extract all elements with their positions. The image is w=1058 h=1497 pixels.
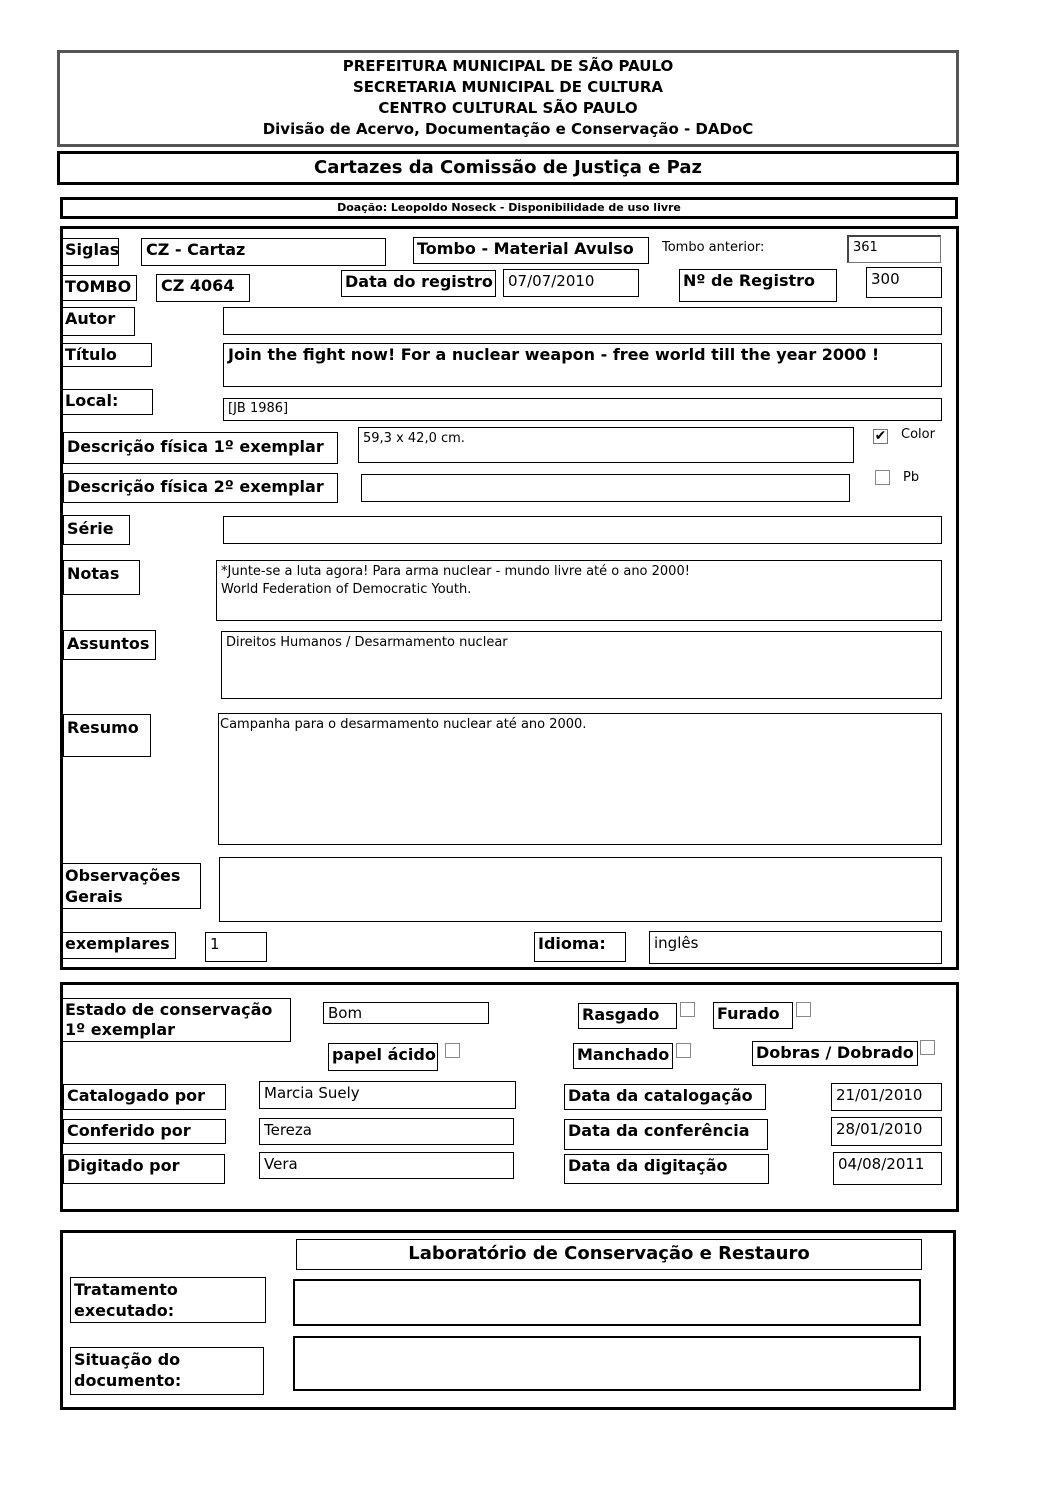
header-line-3: CENTRO CULTURAL SÃO PAULO: [378, 99, 638, 117]
resumo-label: Resumo: [63, 714, 151, 757]
desc2-label: Descrição física 2º exemplar: [63, 473, 338, 503]
tombo-field[interactable]: CZ 4064: [156, 274, 250, 302]
exemplares-field[interactable]: 1: [205, 932, 267, 962]
manchado-label: Manchado: [573, 1043, 673, 1069]
data-conferencia-field[interactable]: 28/01/2010: [831, 1117, 942, 1146]
data-digitacao-label: Data da digitação: [564, 1154, 769, 1184]
tombo-material-label: Tombo - Material Avulso: [413, 237, 649, 264]
header-line-4: Divisão de Acervo, Documentação e Conservação - DADoC: [262, 120, 754, 138]
header-line-1: PREFEITURA MUNICIPAL DE SÃO PAULO: [342, 57, 674, 75]
header-line-2: SECRETARIA MUNICIPAL DE CULTURA: [352, 78, 664, 96]
local-field[interactable]: [JB 1986]: [223, 398, 942, 421]
color-checkbox[interactable]: ✔: [874, 428, 887, 444]
color-label: Color: [901, 427, 935, 442]
rasgado-label: Rasgado: [578, 1003, 677, 1029]
tombo-anterior-field[interactable]: 361: [847, 235, 941, 263]
idioma-field[interactable]: inglês: [649, 931, 942, 964]
conferido-label: Conferido por: [63, 1119, 226, 1144]
n-registro-label: Nº de Registro: [679, 269, 837, 302]
data-digitacao-field[interactable]: 04/08/2011: [833, 1152, 942, 1185]
assuntos-label: Assuntos: [63, 630, 156, 660]
catalogado-label: Catalogado por: [63, 1084, 226, 1110]
conferido-field[interactable]: Tereza: [259, 1118, 514, 1145]
notas-label: Notas: [63, 560, 140, 595]
resumo-field[interactable]: Campanha para o desarmamento nuclear até ano 2000.: [218, 713, 942, 845]
estado-label: Estado de conservação 1º exemplar: [61, 998, 291, 1042]
papel-acido-label: papel ácido: [328, 1043, 438, 1071]
titulo-label: Título: [61, 343, 152, 367]
collection-title: Cartazes da Comissão de Justiça e Paz: [57, 151, 959, 185]
idioma-label: Idioma:: [534, 932, 626, 962]
n-registro-field[interactable]: 300: [866, 267, 942, 298]
situacao-field[interactable]: [293, 1336, 921, 1391]
digitado-field[interactable]: Vera: [259, 1152, 514, 1179]
desc1-label: Descrição física 1º exemplar: [63, 432, 338, 464]
pb-label: Pb: [903, 470, 920, 485]
dobras-checkbox[interactable]: [920, 1040, 935, 1055]
data-registro-field[interactable]: 07/07/2010: [503, 269, 639, 297]
titulo-field[interactable]: Join the fight now! For a nuclear weapon - free world till the year 2000 !: [223, 343, 942, 387]
desc1-field[interactable]: 59,3 x 42,0 cm.: [358, 427, 854, 463]
tombo-label: TOMBO: [61, 275, 137, 301]
serie-label: Série: [63, 515, 130, 545]
assuntos-field[interactable]: Direitos Humanos / Desarmamento nuclear: [221, 631, 942, 699]
furado-label: Furado: [713, 1002, 793, 1029]
siglas-field[interactable]: CZ - Cartaz: [141, 238, 386, 266]
manchado-checkbox[interactable]: [676, 1043, 691, 1058]
siglas-label: Siglas: [61, 238, 119, 266]
desc2-field[interactable]: [361, 474, 850, 502]
tombo-anterior-label: Tombo anterior:: [662, 240, 765, 255]
estado-field[interactable]: Bom: [323, 1002, 489, 1024]
situacao-label: Situação do documento:: [70, 1347, 264, 1395]
data-catalogacao-label: Data da catalogação: [564, 1084, 766, 1110]
exemplares-label: exemplares: [61, 932, 176, 959]
tratamento-field[interactable]: [293, 1279, 921, 1326]
papel-acido-checkbox[interactable]: [445, 1043, 460, 1058]
pb-checkbox[interactable]: [875, 470, 890, 485]
observacoes-label: Observações Gerais: [61, 863, 201, 909]
autor-label: Autor: [61, 307, 135, 336]
data-registro-label: Data do registro: [341, 270, 496, 297]
institution-header: [57, 50, 959, 147]
digitado-label: Digitado por: [63, 1154, 225, 1184]
catalogado-field[interactable]: Marcia Suely: [259, 1081, 516, 1109]
autor-field[interactable]: [223, 307, 942, 335]
rasgado-checkbox[interactable]: [680, 1002, 695, 1017]
local-label: Local:: [61, 389, 153, 415]
notas-field[interactable]: *Junte-se a luta agora! Para arma nuclear - mundo livre até o ano 2000! World Federation of Democratic Youth.: [216, 560, 942, 621]
tratamento-label: Tratamento executado:: [70, 1277, 266, 1323]
lab-title: Laboratório de Conservação e Restauro: [296, 1239, 922, 1270]
observacoes-field[interactable]: [219, 857, 942, 922]
furado-checkbox[interactable]: [796, 1002, 811, 1017]
donation-banner: Doação: Leopoldo Noseck - Disponibilidade de uso livre: [60, 197, 958, 219]
data-catalogacao-field[interactable]: 21/01/2010: [831, 1083, 942, 1111]
serie-field[interactable]: [223, 516, 942, 544]
data-conferencia-label: Data da conferência: [564, 1119, 768, 1150]
dobras-label: Dobras / Dobrado: [752, 1041, 918, 1066]
